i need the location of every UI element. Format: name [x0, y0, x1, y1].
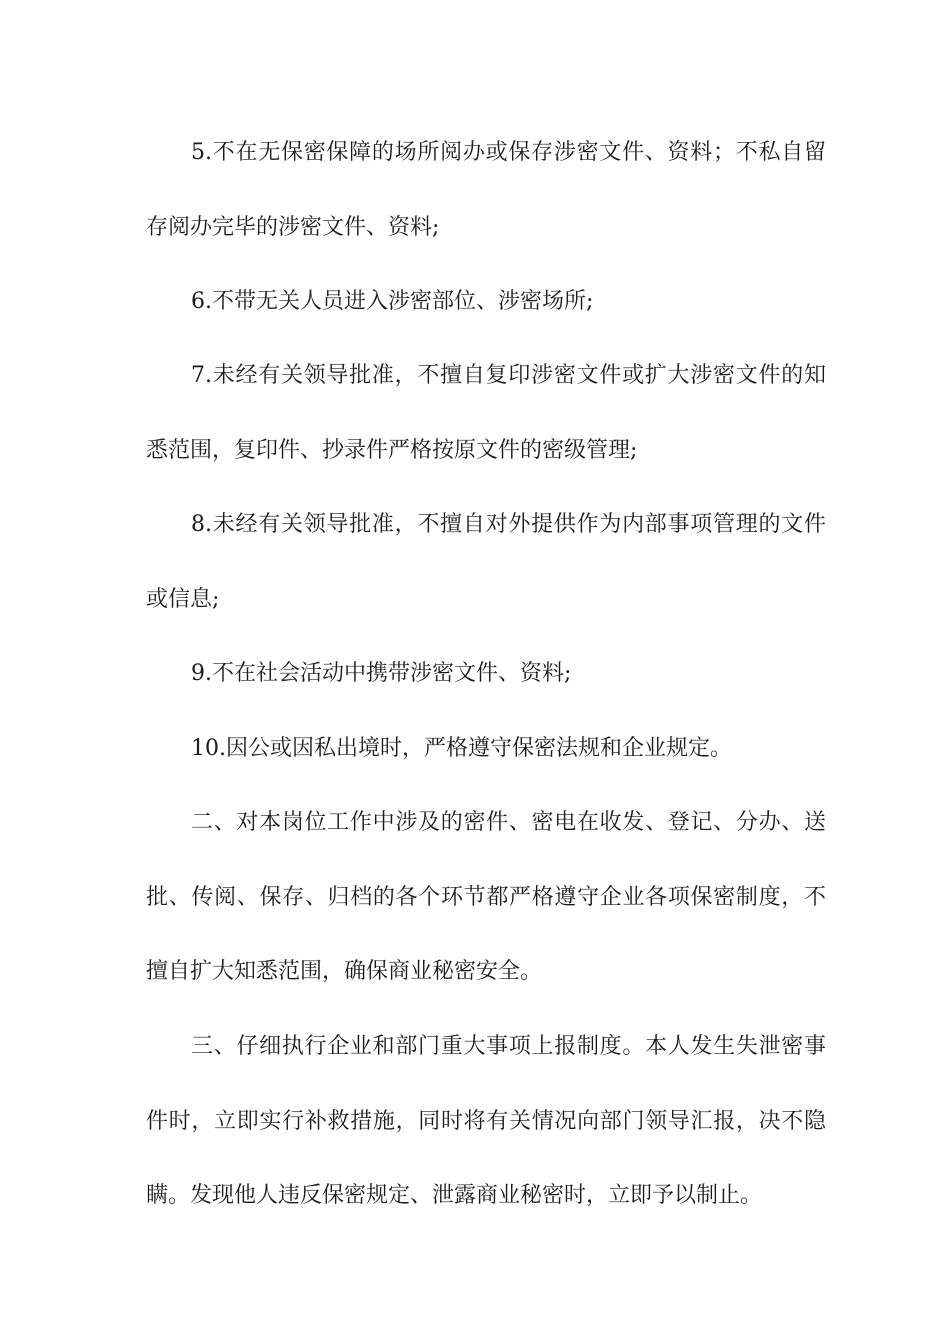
paragraph-item-5: 5.不在无保密保障的场所阅办或保存涉密文件、资料；不私自留存阅办完毕的涉密文件、资料; [146, 140, 826, 240]
paragraph-item-8: 8.未经有关领导批准，不擅自对外提供作为内部事项管理的文件或信息; [146, 512, 826, 612]
paragraph-section-3: 三、仔细执行企业和部门重大事项上报制度。本人发生失泄密事件时，立即实行补救措施，同时将有关情况向部门领导汇报，决不隐瞒。发现他人违反保密规定、泄露商业秘密时，立即予以制止。 [146, 1034, 826, 1208]
paragraph-item-10: 10.因公或因私出境时，严格遵守保密法规和企业规定。 [191, 736, 732, 761]
paragraph-item-6: 6.不带无关人员进入涉密部位、涉密场所; [191, 289, 594, 314]
paragraph-section-2: 二、对本岗位工作中涉及的密件、密电在收发、登记、分办、送批、传阅、保存、归档的各个环节都严格遵守企业各项保密制度，不擅自扩大知悉范围，确保商业秘密安全。 [146, 810, 826, 984]
paragraph-item-9: 9.不在社会活动中携带涉密文件、资料; [191, 661, 572, 686]
paragraph-item-7: 7.未经有关领导批准，不擅自复印涉密文件或扩大涉密文件的知悉范围，复印件、抄录件严格按原文件的密级管理; [146, 363, 826, 463]
